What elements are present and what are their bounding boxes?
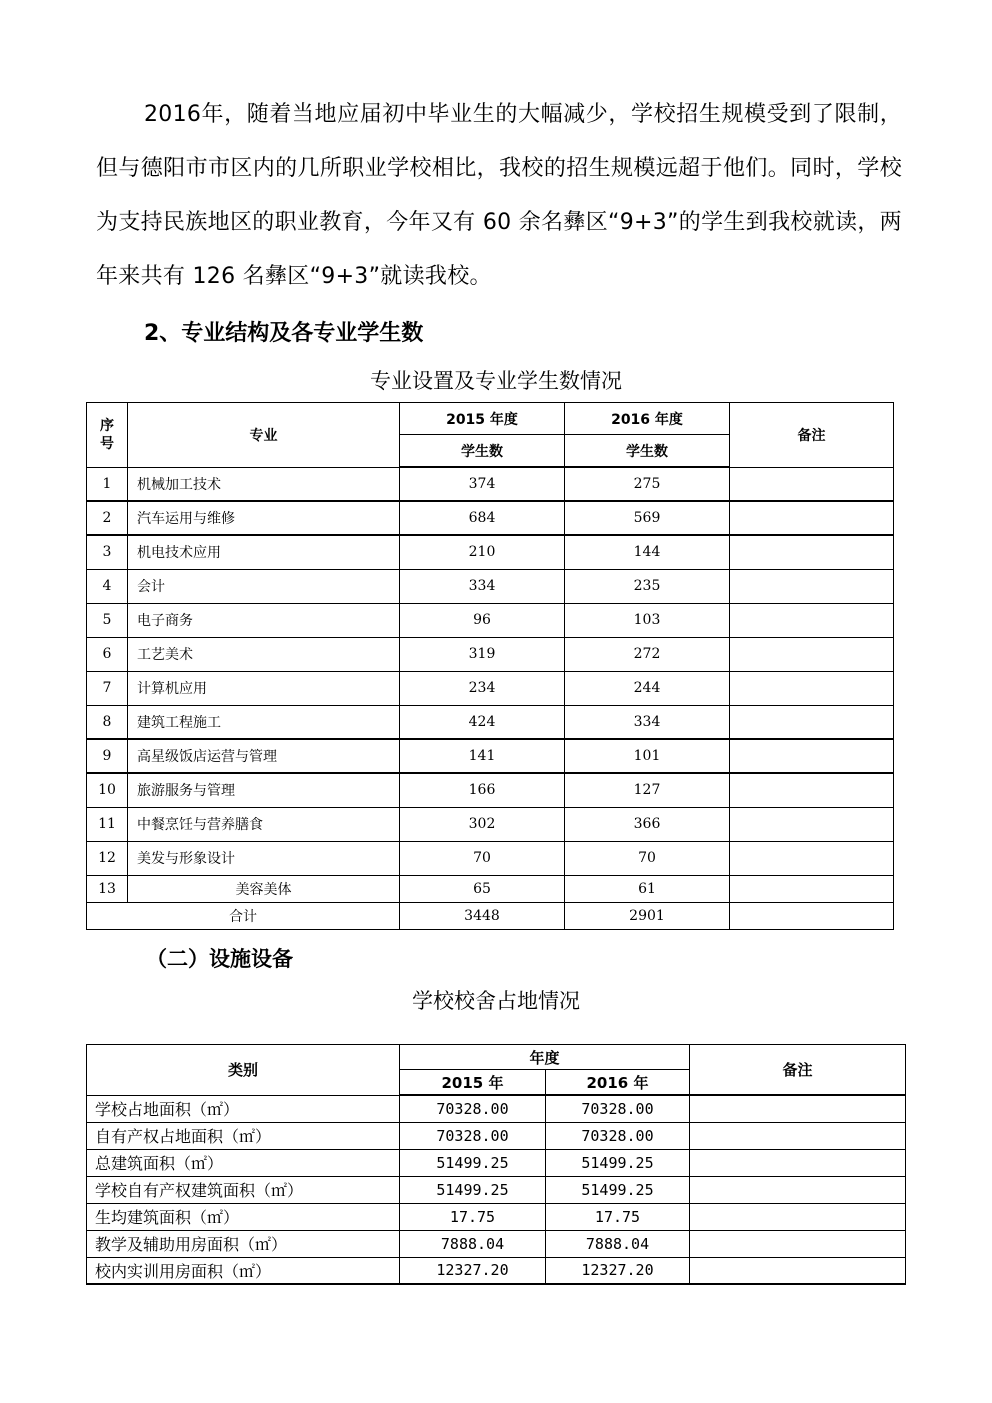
- row-2015-students: 141: [400, 739, 565, 773]
- row-remark: [730, 535, 894, 569]
- row-major: 中餐烹饪与营养膳食: [128, 807, 400, 841]
- row-2015-students: 319: [400, 637, 565, 671]
- row-2015-value: 7888.04: [400, 1230, 546, 1257]
- row-major: 机械加工技术: [128, 467, 400, 501]
- row-index: 10: [87, 773, 128, 807]
- row-remark: [730, 739, 894, 773]
- row-remark: [730, 671, 894, 705]
- row-index: 11: [87, 807, 128, 841]
- table-row: [87, 467, 894, 501]
- row-2015-students: 374: [400, 467, 565, 501]
- row-2015-students: 166: [400, 773, 565, 807]
- row-major: 旅游服务与管理: [128, 773, 400, 807]
- total-row: [87, 902, 894, 929]
- row-2016-students: 272: [565, 637, 730, 671]
- header-remark: 备注: [730, 403, 894, 468]
- header-2016-students: 学生数: [565, 435, 730, 468]
- subsection-heading: （二）设施设备: [146, 947, 293, 971]
- table-row: [87, 569, 894, 603]
- row-remark: [730, 569, 894, 603]
- total-2016: 2901: [565, 902, 730, 929]
- total-remark: [730, 902, 894, 929]
- row-remark: [730, 807, 894, 841]
- table-row: [87, 637, 894, 671]
- table-row: [87, 1149, 906, 1176]
- row-2015-value: 51499.25: [400, 1176, 546, 1203]
- table-row: [87, 875, 894, 902]
- row-2016-students: 127: [565, 773, 730, 807]
- table-row: [87, 1257, 906, 1284]
- table-row: [87, 1203, 906, 1230]
- row-major: 美容美体: [128, 875, 400, 902]
- row-major: 计算机应用: [128, 671, 400, 705]
- row-2016-value: 51499.25: [546, 1149, 690, 1176]
- campus-area-table: [86, 1044, 906, 1285]
- row-remark: [690, 1176, 906, 1203]
- majors-table: [86, 402, 894, 930]
- row-remark: [730, 773, 894, 807]
- row-2016-students: 275: [565, 467, 730, 501]
- row-2015-students: 334: [400, 569, 565, 603]
- table-row: [87, 739, 894, 773]
- table-row: [87, 501, 894, 535]
- row-index: 5: [87, 603, 128, 637]
- row-index: 3: [87, 535, 128, 569]
- table-row: [87, 705, 894, 739]
- row-remark: [730, 501, 894, 535]
- row-2016-students: 235: [565, 569, 730, 603]
- table-row: [87, 603, 894, 637]
- row-major: 美发与形象设计: [128, 841, 400, 875]
- row-remark: [730, 467, 894, 501]
- row-remark: [730, 637, 894, 671]
- row-2016-value: 51499.25: [546, 1176, 690, 1203]
- row-2016-students: 334: [565, 705, 730, 739]
- row-remark: [690, 1095, 906, 1122]
- header-2016: 2016 年: [546, 1070, 690, 1096]
- table-row: [87, 1122, 906, 1149]
- row-2015-value: 70328.00: [400, 1095, 546, 1122]
- header-2015: 2015 年: [400, 1070, 546, 1096]
- header-2015: 2015 年度: [400, 403, 565, 435]
- row-category: 学校自有产权建筑面积（㎡）: [87, 1176, 400, 1203]
- row-2016-students: 101: [565, 739, 730, 773]
- row-index: 9: [87, 739, 128, 773]
- row-index: 1: [87, 467, 128, 501]
- total-2015: 3448: [400, 902, 565, 929]
- total-label: 合计: [87, 902, 400, 929]
- row-2015-value: 70328.00: [400, 1122, 546, 1149]
- row-category: 校内实训用房面积（㎡）: [87, 1257, 400, 1284]
- table-row: [87, 1230, 906, 1257]
- row-2015-value: 17.75: [400, 1203, 546, 1230]
- row-2016-value: 70328.00: [546, 1122, 690, 1149]
- header-index: [87, 403, 128, 468]
- row-category: 教学及辅助用房面积（㎡）: [87, 1230, 400, 1257]
- row-2015-value: 51499.25: [400, 1149, 546, 1176]
- row-2016-students: 61: [565, 875, 730, 902]
- row-remark: [730, 603, 894, 637]
- row-index: 8: [87, 705, 128, 739]
- row-2015-students: 302: [400, 807, 565, 841]
- table-row: [87, 1176, 906, 1203]
- row-index: 4: [87, 569, 128, 603]
- row-2015-students: 96: [400, 603, 565, 637]
- row-major: 机电技术应用: [128, 535, 400, 569]
- row-index: 2: [87, 501, 128, 535]
- row-category: 学校占地面积（㎡）: [87, 1095, 400, 1122]
- row-2015-students: 424: [400, 705, 565, 739]
- row-2016-students: 103: [565, 603, 730, 637]
- section-heading: 2、专业结构及各专业学生数: [144, 321, 424, 346]
- row-category: 生均建筑面积（㎡）: [87, 1203, 400, 1230]
- row-remark: [690, 1149, 906, 1176]
- row-2016-students: 70: [565, 841, 730, 875]
- header-remark: 备注: [690, 1045, 906, 1096]
- table2-caption: 学校校舍占地情况: [412, 989, 580, 1013]
- table-row: [87, 841, 894, 875]
- row-2016-value: 17.75: [546, 1203, 690, 1230]
- row-category: 总建筑面积（㎡）: [87, 1149, 400, 1176]
- intro-paragraph: 2016年，随着当地应届初中毕业生的大幅减少，学校招生规模受到了限制，但与德阳市市区内的几所职业学校相比，我校的招生规模远超于他们。同时，学校为支持民族地区的职业教育，今年又有 60 余名彝区“9+3”的学生到我校就读，两年来共有 126 名彝区“9+3”就读我校。: [96, 102, 902, 289]
- row-2015-students: 70: [400, 841, 565, 875]
- table-row: [87, 773, 894, 807]
- header-2016: 2016 年度: [565, 403, 730, 435]
- row-index: 12: [87, 841, 128, 875]
- row-2016-students: 244: [565, 671, 730, 705]
- row-2015-students: 234: [400, 671, 565, 705]
- row-2016-value: 70328.00: [546, 1095, 690, 1122]
- row-index: 13: [87, 875, 128, 902]
- row-remark: [690, 1122, 906, 1149]
- row-remark: [730, 875, 894, 902]
- row-index: 7: [87, 671, 128, 705]
- row-remark: [690, 1257, 906, 1284]
- header-category: 类别: [87, 1045, 400, 1096]
- table-row: [87, 807, 894, 841]
- header-2015-students: 学生数: [400, 435, 565, 468]
- table1-caption: 专业设置及专业学生数情况: [370, 369, 622, 393]
- table-row: [87, 1095, 906, 1122]
- row-major: 工艺美术: [128, 637, 400, 671]
- header-year: 年度: [400, 1045, 690, 1070]
- row-2016-students: 569: [565, 501, 730, 535]
- row-2015-students: 65: [400, 875, 565, 902]
- row-major: 高星级饭店运营与管理: [128, 739, 400, 773]
- row-2016-students: 366: [565, 807, 730, 841]
- header-major: 专业: [128, 403, 400, 468]
- row-category: 自有产权占地面积（㎡）: [87, 1122, 400, 1149]
- row-major: 汽车运用与维修: [128, 501, 400, 535]
- row-2016-value: 12327.20: [546, 1257, 690, 1284]
- row-major: 会计: [128, 569, 400, 603]
- table-row: [87, 535, 894, 569]
- row-major: 电子商务: [128, 603, 400, 637]
- row-2016-value: 7888.04: [546, 1230, 690, 1257]
- row-2015-students: 210: [400, 535, 565, 569]
- row-remark: [690, 1230, 906, 1257]
- row-major: 建筑工程施工: [128, 705, 400, 739]
- row-remark: [730, 841, 894, 875]
- row-2015-students: 684: [400, 501, 565, 535]
- row-2016-students: 144: [565, 535, 730, 569]
- row-index: 6: [87, 637, 128, 671]
- row-remark: [690, 1203, 906, 1230]
- row-remark: [730, 705, 894, 739]
- row-2015-value: 12327.20: [400, 1257, 546, 1284]
- table-row: [87, 671, 894, 705]
- header-index-label: 序号: [100, 417, 114, 452]
